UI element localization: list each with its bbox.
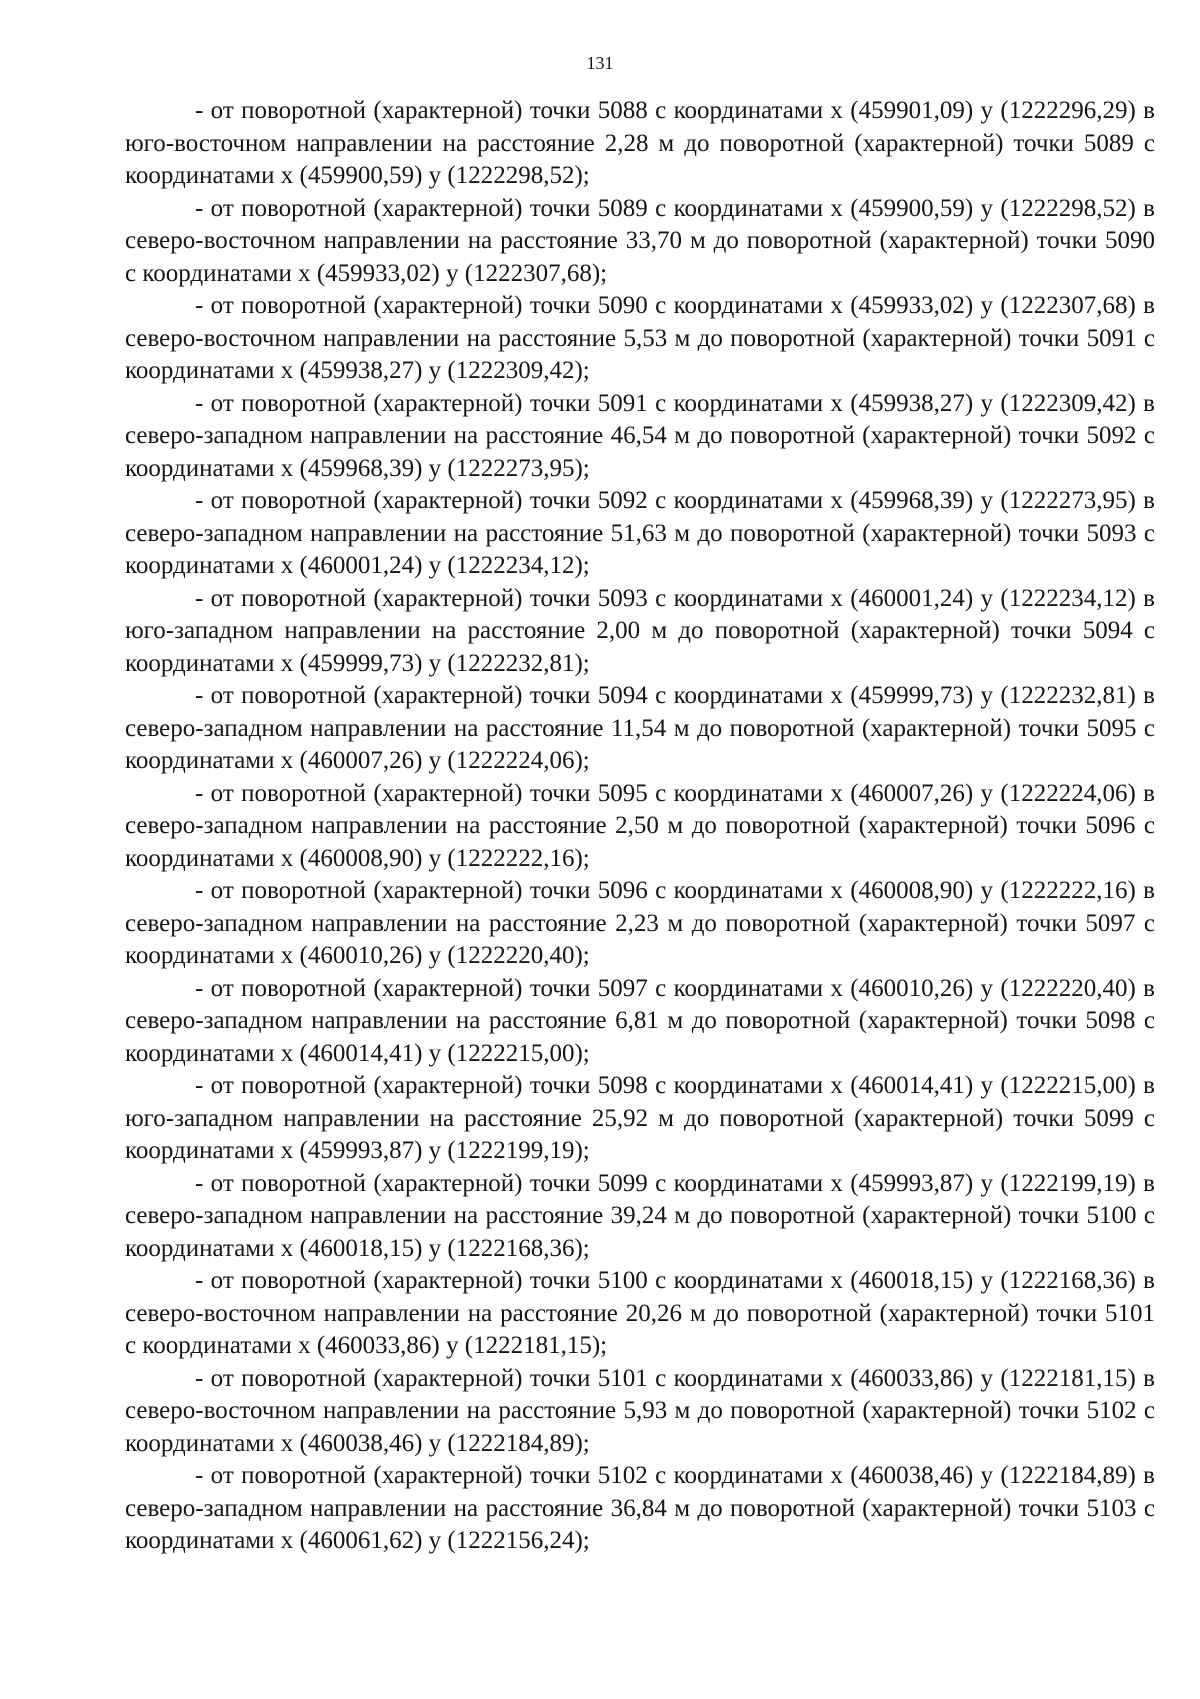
list-item: - от поворотной (характерной) точки 5088 с координатами x (459901,09) y (1222296,29) в юго-восточном направлении на расстояние 2,28 м до поворотной (характерной) точки 5089 с координатами x (459900,59) y (1222298,52); <box>125 97 1155 189</box>
list-item: - от поворотной (характерной) точки 5095 с координатами x (460007,26) y (1222224,06) в северо-западном направлении на расстояние 2,50 м до поворотной (характерной) точки 5096 с координатами x (460008,90) y (1222222,16); <box>125 779 1155 872</box>
list-item: - от поворотной (характерной) точки 5089 с координатами x (459900,59) y (1222298,52) в северо-восточном направлении на расстояние 33,70 м до поворотной (характерной) точки 5090 с координатами x (459933,02) y (1222307,68); <box>125 194 1155 287</box>
list-item: - от поворотной (характерной) точки 5091 с координатами x (459938,27) y (1222309,42) в северо-западном направлении на расстояние 46,54 м до поворотной (характерной) точки 5092 с координатами x (459968,39) y (1222273,95); <box>125 389 1155 482</box>
list-item: - от поворотной (характерной) точки 5101 с координатами x (460033,86) y (1222181,15) в северо-восточном направлении на расстояние 5,93 м до поворотной (характерной) точки 5102 с координатами x (460038,46) y (1222184,89); <box>125 1364 1155 1457</box>
list-item: - от поворотной (характерной) точки 5100 с координатами x (460018,15) y (1222168,36) в северо-восточном направлении на расстояние 20,26 м до поворотной (характерной) точки 5101 с координатами x (460033,86) y (1222181,15); <box>125 1267 1155 1359</box>
list-item: - от поворотной (характерной) точки 5097 с координатами x (460010,26) y (1222220,40) в северо-западном направлении на расстояние 6,81 м до поворотной (характерной) точки 5098 с координатами x (460014,41) y (1222215,00); <box>125 974 1155 1067</box>
list-item: - от поворотной (характерной) точки 5090 с координатами x (459933,02) y (1222307,68) в северо-восточном направлении на расстояние 5,53 м до поворотной (характерной) точки 5091 с координатами x (459938,27) y (1222309,42); <box>125 292 1155 384</box>
list-item: - от поворотной (характерной) точки 5099 с координатами x (459993,87) y (1222199,19) в северо-западном направлении на расстояние 39,24 м до поворотной (характерной) точки 5100 с координатами x (460018,15) y (1222168,36); <box>125 1169 1155 1262</box>
page-number: 131 <box>586 53 614 73</box>
list-item: - от поворотной (характерной) точки 5094 с координатами x (459999,73) y (1222232,81) в северо-западном направлении на расстояние 11,54 м до поворотной (характерной) точки 5095 с координатами x (460007,26) y (1222224,06); <box>125 682 1155 774</box>
list-item: - от поворотной (характерной) точки 5102 с координатами x (460038,46) y (1222184,89) в северо-западном направлении на расстояние 36,84 м до поворотной (характерной) точки 5103 с координатами x (460061,62) y (1222156,24); <box>125 1462 1155 1554</box>
list-item: - от поворотной (характерной) точки 5092 с координатами x (459968,39) y (1222273,95) в северо-западном направлении на расстояние 51,63 м до поворотной (характерной) точки 5093 с координатами x (460001,24) y (1222234,12); <box>125 487 1155 579</box>
list-item: - от поворотной (характерной) точки 5098 с координатами x (460014,41) y (1222215,00) в юго-западном направлении на расстояние 25,92 м до поворотной (характерной) точки 5099 с координатами x (459993,87) y (1222199,19); <box>125 1072 1155 1164</box>
list-item: - от поворотной (характерной) точки 5093 с координатами x (460001,24) y (1222234,12) в юго-западном направлении на расстояние 2,00 м до поворотной (характерной) точки 5094 с координатами x (459999,73) y (1222232,81); <box>125 584 1155 677</box>
document-body <box>125 95 1155 1558</box>
list-item: - от поворотной (характерной) точки 5096 с координатами x (460008,90) y (1222222,16) в северо-западном направлении на расстояние 2,23 м до поворотной (характерной) точки 5097 с координатами x (460010,26) y (1222220,40); <box>125 877 1155 969</box>
